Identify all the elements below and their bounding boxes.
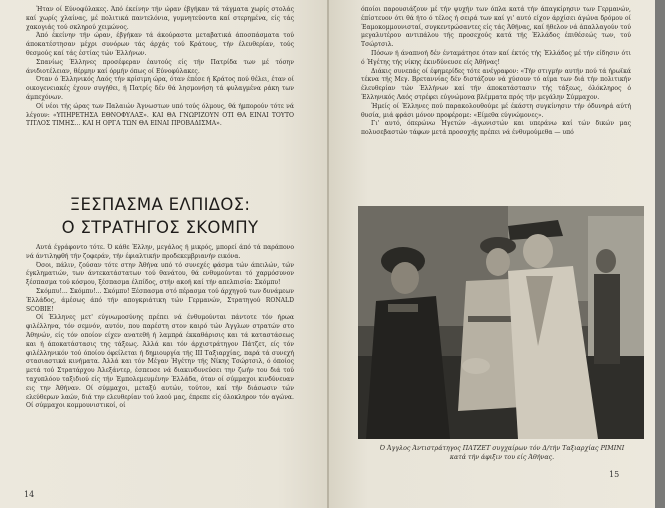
left-top-text — [26, 6, 294, 129]
heading-line-1: ΞΕΣΠΑΣΜΑ ΕΛΠΙΔΟΣ: — [69, 195, 251, 214]
paragraph: Αυτά έγράφοντο τότε. Ό κάθε Έλλην, μεγάλος ή μικρός, μπορεί άπό τά παράπονο νά άντιληφθή τήν ζοφεράν, τήν έφιαλτικήν προδεκεμβριανήν εικόνα. — [26, 244, 294, 260]
photograph — [358, 206, 644, 439]
paragraph: Διάκις συνεπάς οί έφημερίδες τότε ανέγραφον: «Τήν στιγμήν αυτήν πού τά ήρωϊκά τέκνα τής Μεγ. Βρεταννίας δέν διστάζουν νά χύσουν τό αίμα των διά τήν πολιτικήν έλευθερίαν τών Έλλήνων καί τήν άποκατάστασιν τής τάξεως, όλόκληρος ό Έλληνικός Λαός στρέφει εύγνώμονα βλέμματα πρός τήν μεγάλην Σύμμαχον. — [361, 67, 631, 101]
background-edge — [655, 0, 665, 508]
section-heading — [28, 193, 292, 239]
left-bottom-text — [26, 244, 294, 411]
paragraph: Οί νέοι τής ώρας των Παλαιών Άγνωστων υπό τούς όλμους, θά ήμπορούν τότε νά λέγουν: «ΥΠΗΡΕΤΗΣΑ ΕΘΝΟΦΥΛΑΞ». ΚΑΙ ΘΑ ΓΝΩΡΙΖΟΥΝ ΟΤΙ ΘΑ ΕΙΝΑΙ ΤΟΥΤΟ ΤΙΤΛΟΣ ΤΙΜΗΣ... ΚΑΙ Η ΟΡΓΑ ΤΩΝ ΘΑ ΕΙΝΑΙ ΠΡΟΒΑΔΙΣΜΑ». — [26, 102, 294, 128]
photo-caption — [360, 445, 644, 462]
paragraph: Όταν ό Έλληνικός Λαός τήν κρίσιμη ώρα, όταν έπέσε ή Κράτος πού θέλει, έταν οί οικογενειακές έχουν συγήθει, ή Πατρίς δέν θά λησμονήση τά φυλαγμένα ράκη των άμπεχόνων. — [26, 76, 294, 101]
paragraph: Σπανίως Έλληνες προσέφεραν έαυτούς είς τήν Πατρίδα των μέ τόσην άνιδιοτέλειαν, θέρμην καί όρμήν όπως οί Εύνοφύλακες. — [26, 58, 294, 75]
right-page — [329, 0, 655, 508]
photo-illustration — [358, 206, 644, 439]
caption-line-2: κατά τήν άφιξιν του είς Άθήνας. — [449, 453, 555, 461]
page-number-left: 14 — [24, 490, 35, 499]
left-page — [0, 0, 327, 508]
paragraph: Άπό έκείνην τήν ώραν, έβγήκαν τά άκούραστα μεταβατικά άποσπάσματα τού άποκατέστησαν μέχρι συνόρων τάς άρχάς τού Κράτους, τήν έλευθερίαν, τούς θεσμούς καί τάς έστίας τών Έλλήνων. — [26, 32, 294, 57]
paragraph: Σκόμπυ!... Σκόμπυ!... Σκόμπυ! Ξέσπασμα στό πέρασμα τού άρχηγού των δυνάμεων Έλλάδος, άμέσως άπό τήν απογκριάτικη τών Γερμανών, Στρατηγού RONALD SCOBIE! — [26, 287, 294, 313]
paragraph: Οί Έλληνες μετ' εύγνωμοσύνης πρέπει νά ένθυμούνται πάντοτε τόν ήρωα φιλέλληνα, τόν σεμνόν, αυτόν, που παρέστη στον καιρό τών Άγγλων στρατών στο Άθηνών, είς τόν οποίον είχεν ανατεθή ή λαμπρά έκκαθάρισις και τά καταστάσεως και ή άποκατάστασις της τάξεως. Άλλά και τόν άρχιστράτηγον Πάτζετ, είς τόν φιλέλληνικόν τού όποίου όφείλεται ή δημιουργία τής ΙΙΙ Ταξιαρχίας, παρά τά συνεχή στασιαστικά κινήματα. Άλλά και τόν Μέγαν Ήγέτην τής Νίκης Τσώρτσιλ, ό όποίος μετά τού Στρατάρχου Άλεξάντερ, έσπευσε νά διακινδυνεύσει την ζωήν του διά τού ταχυπλόου ταξιδιού είς τήν Έμπολεμευμένην Έλλάδα, όταν οί σύμμαχοι κινδύνευαν εις την Άθήναν. Οί σύμμαχοι, μεταξύ αυτών, τούτον, καί τήν διάσωσιν τών ελεύθερων λαών, διά την ελευθερίαν τού λαού μας, έπρεπε είς όλοκληρον τόν αγώνα. Οί σύμμαχοι κομμουνιστικοί, οί — [26, 314, 294, 410]
paragraph: Ήμείς οί Έλληνες πού παρακολουθούμε μέ έκάστη συγκίνησιν τήν όδυνηρά αύτή θυσία, μιά φράσι μόνον προφέρομε: «Είμεθα εύγνώμονες». — [361, 102, 631, 119]
page-number-right: 15 — [609, 470, 620, 479]
caption-line-1: Ό Άγγλος Άντιστράτηγος ΠΑΤΖΕΤ συγχαίρων τόν Δ/τήν Ταξιαρχίας ΡΙΜΙΝΙ — [379, 445, 625, 452]
paragraph: Όσοι, πάλιν, ζούσαν τότε στην Άθήνα υπό τό συνεχές φάσμα τών άπειλών, τών έγκληματιών, των άντεκατάστατων τού θανάτου, θά ενθυμούνται τό χαρμόσυνον ξέσπασμα τού κόσμου, ξέσπασμα έλπίδος, στήν ακοή καί τήν απελπισία: Σκόμπυ! — [26, 261, 294, 287]
paragraph: όποίοι παρουσιάζουν μέ τήν ψυχήν των όπλα κατά τήν άπαγκίρησιν των Γερμανών, έπίστευον ότι θά ήτο ό τέλος ή σειρά των καί γι' αυτό είχον άρχίσει άγώνα δρόμου οί Έαμοκομμουνισταί, συγκεντρώσαντες είς τάς Άθήνας, καί ήθελον νά άπαλλαγούν τού μεγαλυτέρου αντιπάλου τής προσεχούς κατά τής Έλλάδος έπιθέσεώς των, τού Τσώρτσιλ. — [361, 6, 631, 49]
paragraph: Γι' αυτό, όπερώνω Ήγετών -άγωνιστών και υπεράνω καί τών δικών μας πολυσεβαστών τάφων μετά προσοχής πρέπει νά ένθυμούμεθα — υπό — [361, 120, 631, 137]
paragraph: Πόσων ή άναπνοή δέν ένταμάτησε όταν καί έκτός τής Έλλάδος μέ τήν είδησιν ότι ό Ήγέτης τής νίκης έκινδύνευσε είς Άθήνας! — [361, 49, 631, 66]
paragraph: Ήταν οί Εύνοφύλακες. Άπό έκείνην τήν ώραν έβγήκαν τά τάγματα χωρίς στολάς καί χωρίς χλαίνας, μέ πολιτικά παντελόνια, γυμνητεύοντα καί στερημένα, είς τάς χακογιάς τού σκληρού χειμώνος. — [26, 6, 294, 31]
heading-line-2: Ο ΣΤΡΑΤΗΓΟΣ ΣΚΟΜΠΥ — [61, 218, 259, 237]
right-top-text — [361, 6, 631, 138]
